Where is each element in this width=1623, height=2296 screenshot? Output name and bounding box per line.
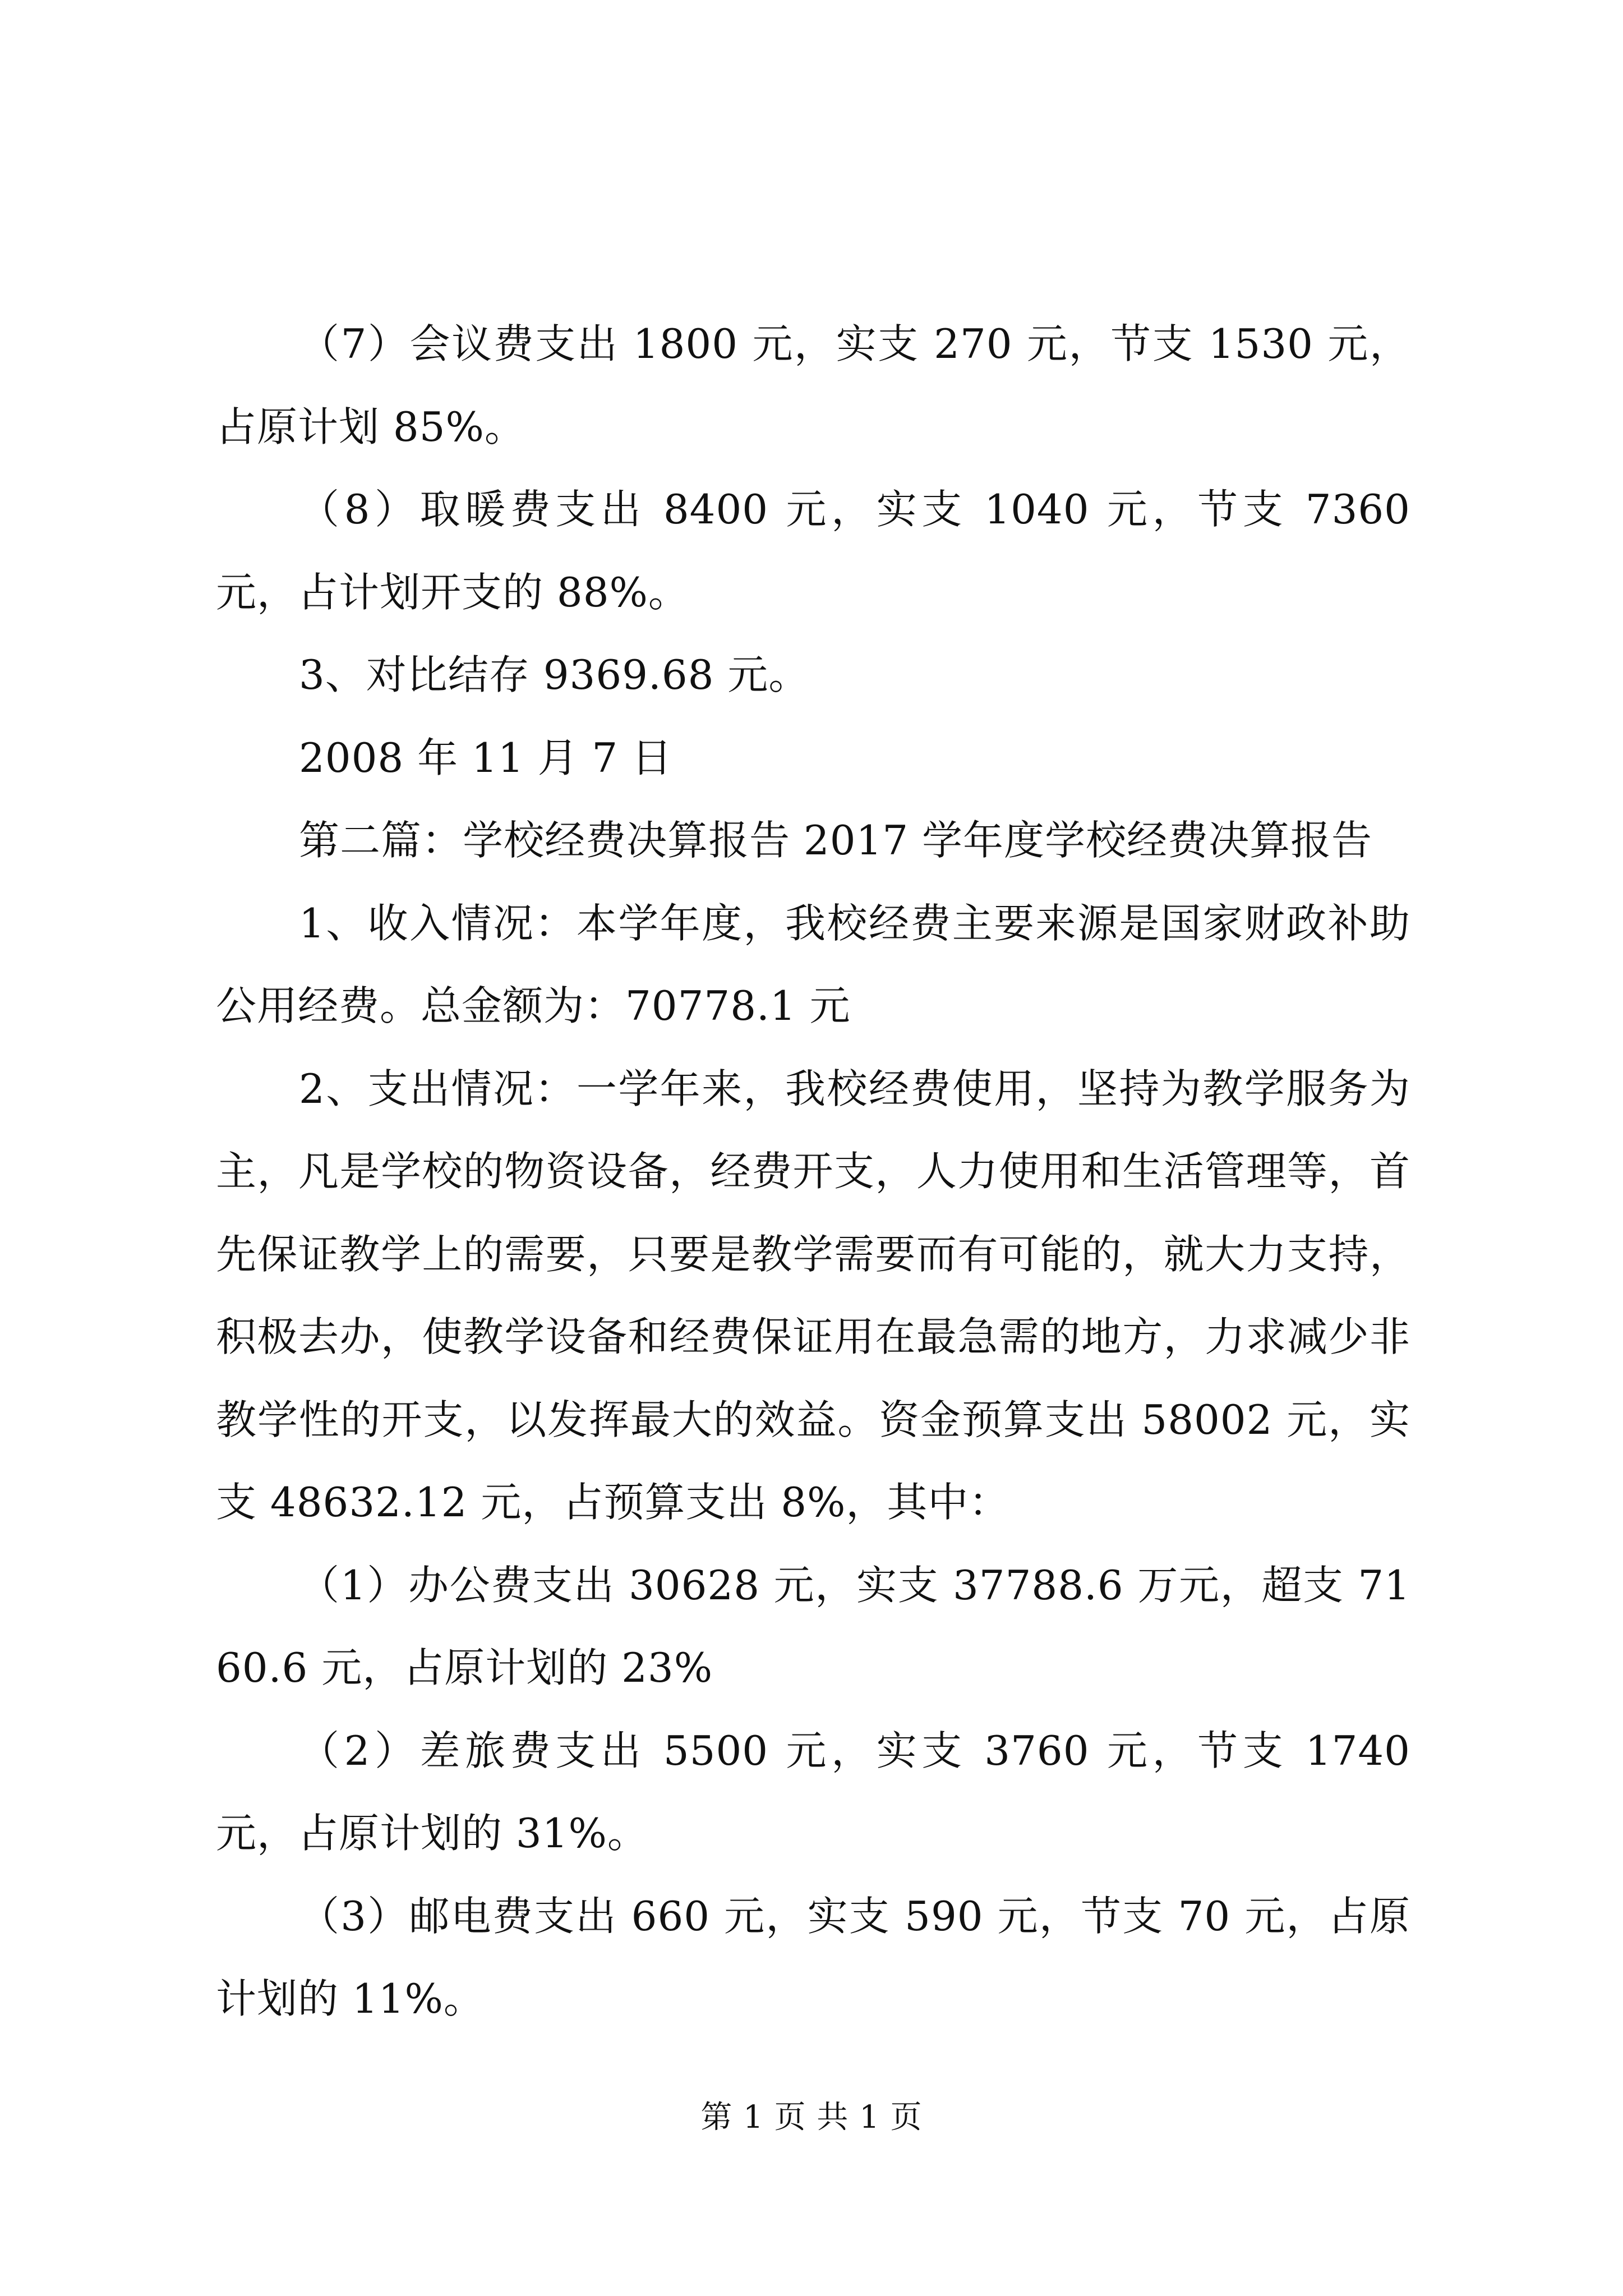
paragraph-second-report-title: 第二篇：学校经费决算报告 2017 学年度学校经费决算报告 [299,817,1373,864]
paragraph-travel-expense: （2）差旅费支出 5500 元，实支 3760 元，节支 1740 元，占原计划的 31%。 [216,1727,1410,1857]
document-body [216,303,1410,2041]
paragraph-heating-expense: （8）取暖费支出 8400 元，实支 1040 元，节支 7360 元，占计划开支的 88%。 [216,486,1410,616]
paragraph-postal-expense: （3）邮电费支出 660 元，实支 590 元，节支 70 元，占原计划的 11%。 [216,1892,1410,2022]
paragraph-balance: 3、对比结存 9369.68 元。 [299,651,810,698]
paragraph-office-expense: （1）办公费支出 30628 元，实支 37788.6 万元，超支 7160.6 元，占原计划的 23% [216,1561,1410,1691]
paragraph-date: 2008 年 11 月 7 日 [299,734,673,781]
paragraph-income: 1、收入情况：本学年度，我校经费主要来源是国家财政补助公用经费。总金额为：70778.1 元 [216,899,1410,1029]
paragraph-expenditure: 2、支出情况：一学年来，我校经费使用，坚持为教学服务为主，凡是学校的物资设备，经费开支，人力使用和生活管理等，首先保证教学上的需要，只要是教学需要而有可能的，就大力支持，积极去办，使教学设备和经费保证用在最急需的地方，力求减少非教学性的开支，以发挥最大的效益。资金预算支出 58002 元，实支 48632.12 元，占预算支出 8%，其中： [216,1065,1410,1526]
page-footer: 第 1 页 共 1 页 [700,2099,923,2136]
paragraph-meeting-expense: （7）会议费支出 1800 元，实支 270 元，节支 1530 元，占原计划 85%。 [216,320,1410,450]
